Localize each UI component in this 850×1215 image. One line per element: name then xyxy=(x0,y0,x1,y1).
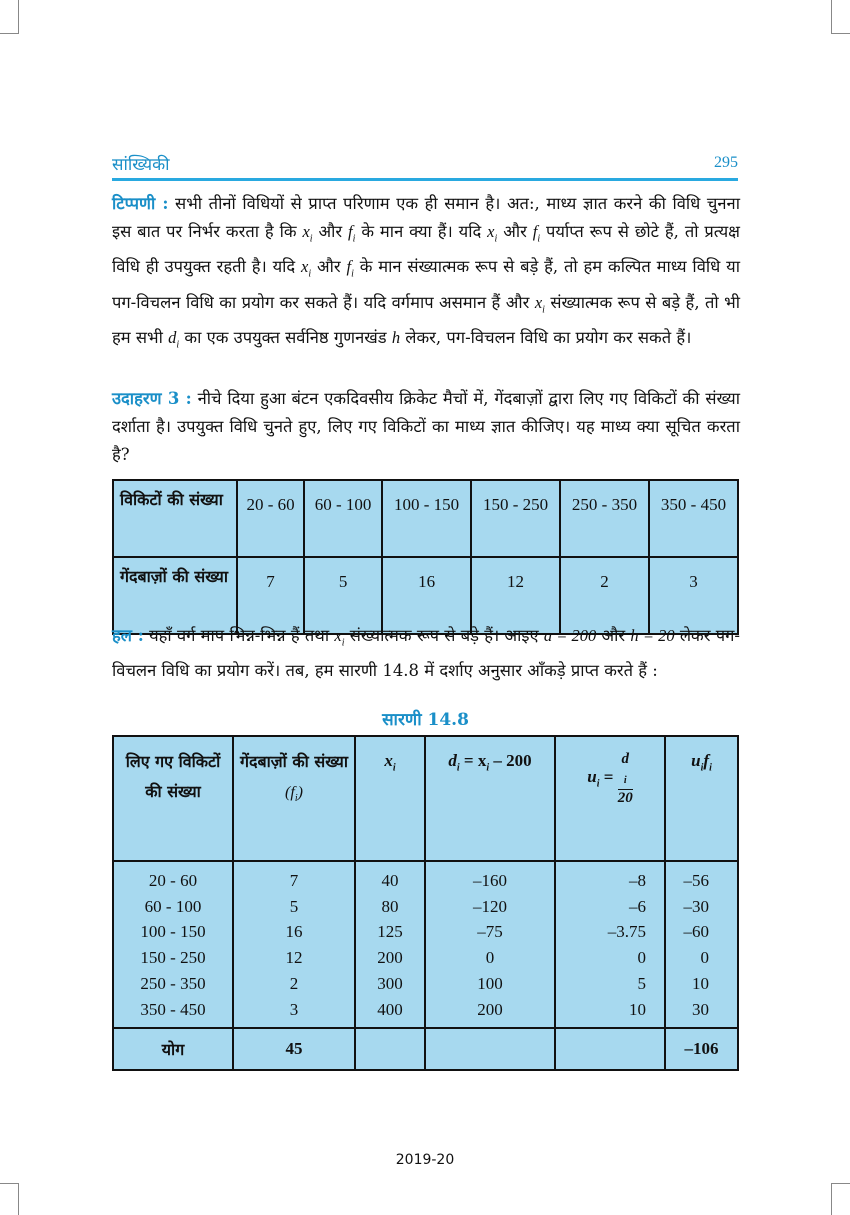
row-header-wickets: विकिटों की संख्या xyxy=(113,480,237,557)
var-fi: $f_i$ xyxy=(346,257,354,280)
var-xi: $x_i$ xyxy=(534,292,545,315)
solution-text: लेकर पग-विचलन विधि का प्रयोग करें। तब, हम सारणी 14.8 में दर्शाए अनुसार आँकड़े प्राप्त करते हैं : xyxy=(112,626,740,681)
example-label: उदाहरण 3 : xyxy=(112,389,192,408)
crop-mark xyxy=(831,0,832,34)
col-xi: 40 80 125 200 300 400 xyxy=(355,861,425,1028)
col-ui: –8 –6 –3.75 0 5 10 xyxy=(555,861,665,1028)
table-cell: 100 - 150 xyxy=(382,480,471,557)
table-total-row xyxy=(113,1028,738,1070)
col-di: –160 –120 –75 0 100 200 xyxy=(425,861,555,1028)
equation-h: h = 20 xyxy=(630,626,675,645)
solution-text: संख्यात्मक रूप से बड़े हैं। आइए xyxy=(344,626,544,645)
crop-mark xyxy=(0,33,18,34)
note-text: का एक उपयुक्त सर्वनिष्ठ गुणनखंड xyxy=(179,327,392,347)
table-cell: 350 - 450 xyxy=(649,480,738,557)
distribution-table xyxy=(112,479,739,635)
solution-label: हल : xyxy=(112,626,144,645)
table-cell xyxy=(425,1028,555,1070)
table-cell: 12 xyxy=(471,557,560,634)
step-deviation-table xyxy=(112,735,739,1071)
crop-mark xyxy=(18,1183,19,1215)
note-label: टिप्पणी : xyxy=(112,194,169,213)
example-text: नीचे दिया हुआ बंटन एकदिवसीय क्रिकेट मैचों में, गेंदबाज़ों द्वारा लिए गए विकिटों की संख्या दर्शाता है। उपयुक्त विधि चुनते हुए, लिए गए विकिटों का माध्य ज्ञात कीजिए। यह माध्य क्या सूचित करता है? xyxy=(112,389,740,464)
chapter-title: सांख्यिकी xyxy=(112,155,170,175)
table-cell: 20 - 60 xyxy=(237,480,304,557)
table-header-row xyxy=(113,736,738,861)
var-xi: $x_i$ xyxy=(487,222,498,245)
header-di: $d_i = x_i - 200$ xyxy=(425,736,555,861)
solution-text: और xyxy=(596,626,631,645)
header-wickets: लिए गए विकिटों की संख्या xyxy=(113,736,233,861)
solution-text: यहाँ वर्ग माप भिन्न-भिन्न हैं तथा xyxy=(143,626,335,645)
table-cell: 7 xyxy=(237,557,304,634)
table-cell: 5 xyxy=(304,557,382,634)
crop-mark xyxy=(832,33,850,34)
header-ui: $u_i$ = d $_i$ 20 xyxy=(555,736,665,861)
crop-mark xyxy=(831,1183,832,1215)
var-fi: $f_i$ xyxy=(348,222,356,245)
total-uifi: –106 xyxy=(665,1028,738,1070)
equation-a: a = 200 xyxy=(543,626,597,645)
solution-paragraph xyxy=(112,622,740,685)
var-xi: $x_i$ xyxy=(334,626,345,649)
table-cell: 3 xyxy=(649,557,738,634)
var-xi: $x_i$ xyxy=(302,222,313,245)
crop-mark xyxy=(18,0,19,34)
col-uifi: –56 –30 –60 0 10 30 xyxy=(665,861,738,1028)
header-xi: $x_i$ xyxy=(355,736,425,861)
var-di: $d_i$ xyxy=(168,327,180,351)
crop-mark xyxy=(0,1183,18,1184)
table-data-row xyxy=(113,861,738,1028)
note-text: और xyxy=(497,222,533,241)
example-paragraph xyxy=(112,385,740,469)
note-text: लेकर, पग-विचलन विधि का प्रयोग कर सकते हैं। xyxy=(400,327,692,347)
page-footer: 2019-20 xyxy=(395,1152,455,1168)
var-fi: $f_i$ xyxy=(532,222,541,245)
row-header-bowlers: गेंदबाज़ों की संख्या xyxy=(113,557,237,634)
crop-mark xyxy=(832,1183,850,1184)
table-row xyxy=(113,480,738,557)
total-label: योग xyxy=(113,1028,233,1070)
note-text: के मान क्या हैं। यदि xyxy=(355,222,488,241)
note-text: पर्याप्त रूप से छोटे हैं, तो प्रत्यक्ष विधि ही उपयुक्त रहती है। यदि xyxy=(112,222,740,277)
page-number: 295 xyxy=(714,154,738,171)
header-uifi: $u_if_i$ xyxy=(665,736,738,861)
note-text: और xyxy=(311,257,347,277)
table-cell xyxy=(355,1028,425,1070)
header-bowlers: गेंदबाज़ों की संख्या $(f_i)$ xyxy=(233,736,355,861)
col-wickets: 20 - 60 60 - 100 100 - 150 150 - 250 250 - 350 350 - 450 xyxy=(113,861,233,1028)
page-header xyxy=(112,152,738,180)
note-text: संख्यात्मक रूप से बड़े हैं, तो भी हम सभी xyxy=(112,292,740,347)
table-cell xyxy=(555,1028,665,1070)
note-text: और xyxy=(312,222,349,241)
table-caption: सारणी 14.8 xyxy=(382,710,469,730)
note-text: सभी तीनों विधियों से प्राप्त परिणाम एक ही समान है। अत:, माध्य ज्ञात करने की विधि चुनना इस बात पर निर्भर करता है कि xyxy=(112,194,740,241)
var-xi: $x_i$ xyxy=(301,257,312,280)
total-fi: 45 xyxy=(233,1028,355,1070)
note-text: के मान संख्यात्मक रूप से बड़े हैं, तो हम कल्पित माध्य विधि या पग-विचलन विधि का प्रयोग कर सकते हैं। यदि वर्गमाप असमान हैं और xyxy=(112,257,740,312)
note-paragraph xyxy=(112,190,740,359)
table-cell: 250 - 350 xyxy=(560,480,649,557)
var-h: h xyxy=(391,327,401,347)
table-cell: 2 xyxy=(560,557,649,634)
col-fi: 7 5 16 12 2 3 xyxy=(233,861,355,1028)
table-cell: 60 - 100 xyxy=(304,480,382,557)
table-cell: 16 xyxy=(382,557,471,634)
table-cell: 150 - 250 xyxy=(471,480,560,557)
header-rule xyxy=(112,178,738,181)
